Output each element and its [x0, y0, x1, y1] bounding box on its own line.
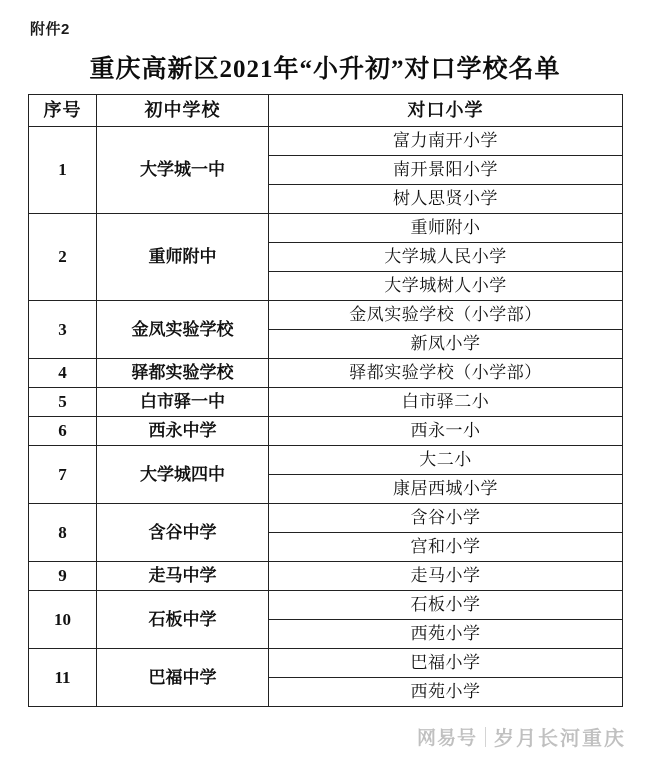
cell-primary-school: 驿都实验学校（小学部） [269, 359, 623, 388]
cell-primary-school: 大学城人民小学 [269, 243, 623, 272]
column-header-index: 序号 [29, 95, 97, 127]
table-row [29, 301, 623, 330]
cell-primary-school: 宫和小学 [269, 533, 623, 562]
cell-middle-school: 白市驿一中 [97, 388, 269, 417]
watermark-logo: 网易号 [416, 728, 477, 749]
cell-middle-school: 石板中学 [97, 591, 269, 649]
cell-primary-school: 含谷小学 [269, 504, 623, 533]
table-body [29, 127, 623, 707]
cell-middle-school: 重师附中 [97, 214, 269, 301]
cell-primary-school: 重师附小 [269, 214, 623, 243]
cell-middle-school: 走马中学 [97, 562, 269, 591]
cell-primary-school: 大二小 [269, 446, 623, 475]
cell-primary-school: 白市驿二小 [269, 388, 623, 417]
cell-middle-school: 含谷中学 [97, 504, 269, 562]
cell-index: 4 [29, 359, 97, 388]
column-header-middle-school: 初中学校 [97, 95, 269, 127]
page-title: 重庆高新区2021年“小升初”对口学校名单 [89, 56, 561, 83]
table-header-row [29, 95, 623, 127]
table-row [29, 562, 623, 591]
cell-middle-school: 金凤实验学校 [97, 301, 269, 359]
table-row [29, 359, 623, 388]
table-row [29, 214, 623, 243]
column-header-primary-school: 对口小学 [269, 95, 623, 127]
cell-middle-school: 大学城四中 [97, 446, 269, 504]
cell-primary-school: 大学城树人小学 [269, 272, 623, 301]
table-row [29, 649, 623, 678]
cell-index: 3 [29, 301, 97, 359]
cell-index: 6 [29, 417, 97, 446]
cell-index: 10 [29, 591, 97, 649]
table-row [29, 504, 623, 533]
cell-index: 11 [29, 649, 97, 707]
cell-primary-school: 西永一小 [269, 417, 623, 446]
watermark [417, 722, 626, 751]
cell-primary-school: 树人思贤小学 [269, 185, 623, 214]
cell-index: 8 [29, 504, 97, 562]
table-row [29, 417, 623, 446]
table-row [29, 127, 623, 156]
cell-primary-school: 西苑小学 [269, 620, 623, 649]
cell-primary-school: 金凤实验学校（小学部） [269, 301, 623, 330]
table-header [29, 95, 623, 127]
table-row [29, 446, 623, 475]
cell-primary-school: 新凤小学 [269, 330, 623, 359]
watermark-divider [485, 727, 486, 747]
attachment-label: 附件2 [30, 21, 70, 38]
cell-index: 2 [29, 214, 97, 301]
cell-index: 5 [29, 388, 97, 417]
watermark-text: 岁月长河重庆 [494, 728, 626, 750]
cell-middle-school: 巴福中学 [97, 649, 269, 707]
cell-primary-school: 富力南开小学 [269, 127, 623, 156]
cell-middle-school: 驿都实验学校 [97, 359, 269, 388]
cell-primary-school: 西苑小学 [269, 678, 623, 707]
cell-primary-school: 南开景阳小学 [269, 156, 623, 185]
cell-primary-school: 巴福小学 [269, 649, 623, 678]
cell-index: 9 [29, 562, 97, 591]
cell-primary-school: 康居西城小学 [269, 475, 623, 504]
table-row [29, 388, 623, 417]
cell-middle-school: 西永中学 [97, 417, 269, 446]
cell-index: 1 [29, 127, 97, 214]
table-row [29, 591, 623, 620]
cell-middle-school: 大学城一中 [97, 127, 269, 214]
cell-index: 7 [29, 446, 97, 504]
cell-primary-school: 石板小学 [269, 591, 623, 620]
cell-primary-school: 走马小学 [269, 562, 623, 591]
school-pairing-table [28, 94, 623, 707]
